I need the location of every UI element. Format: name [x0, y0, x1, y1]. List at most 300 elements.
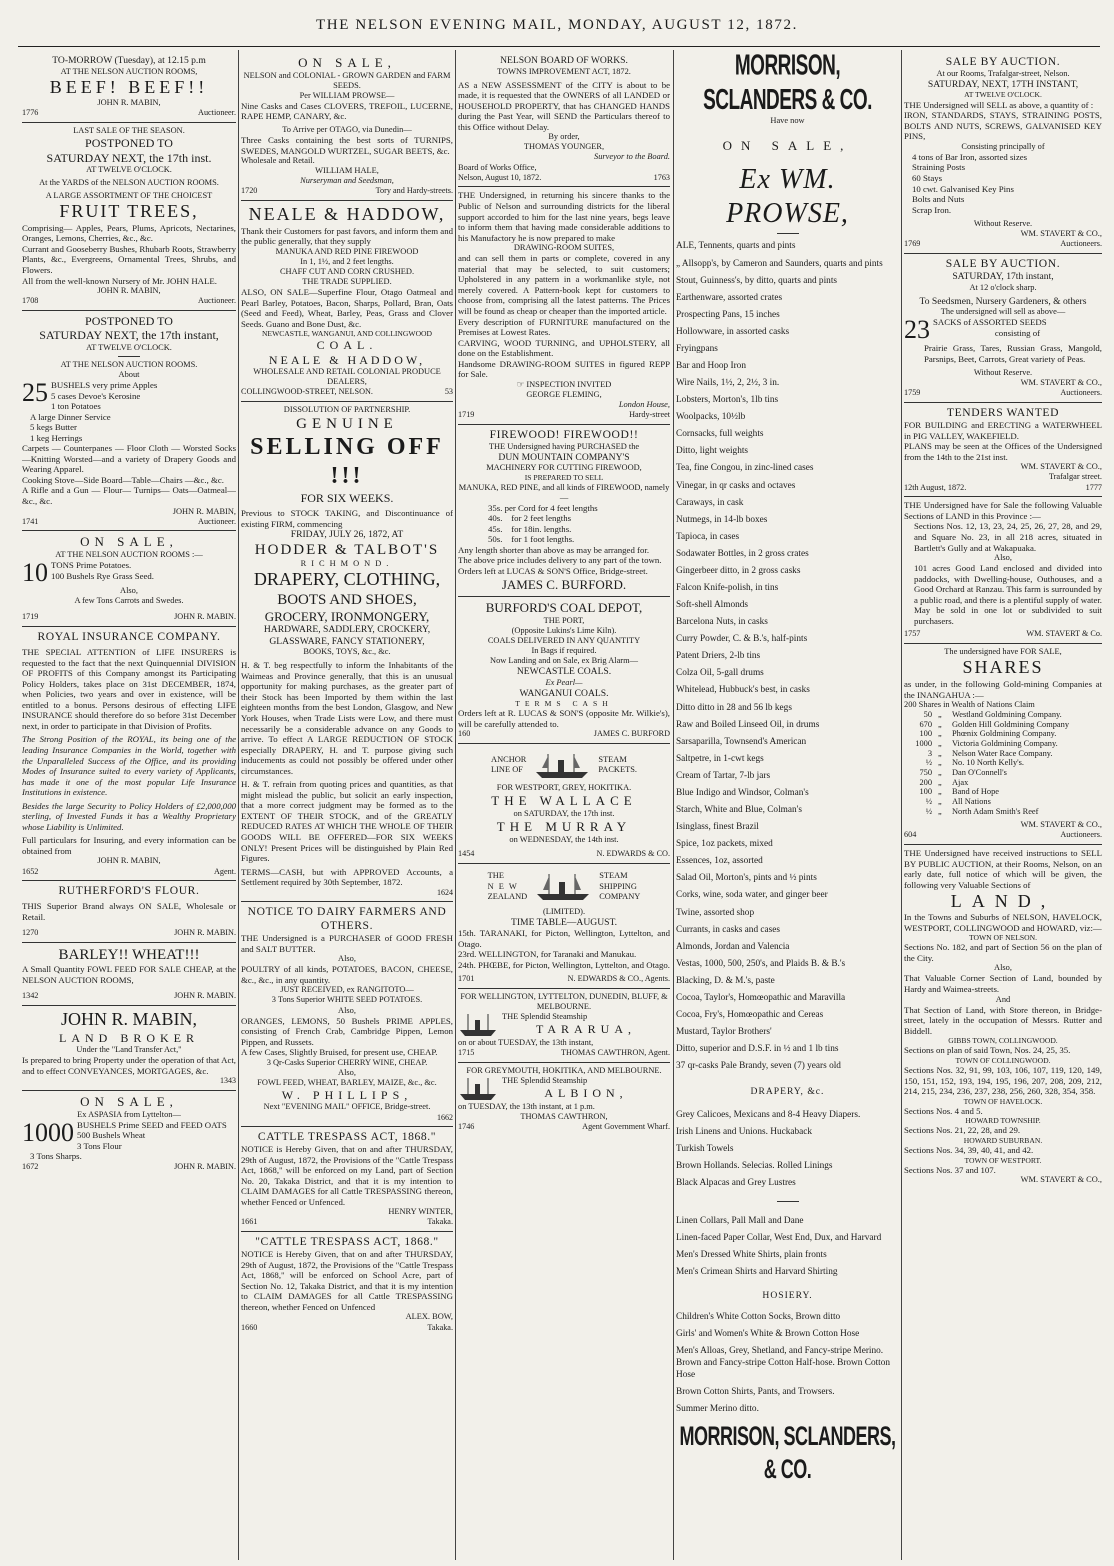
list-item: Almonds, Jordan and Valencia [676, 941, 790, 952]
ad-line: Auctioneers. [1060, 388, 1102, 398]
ad-headline: THE WALLACE [491, 793, 637, 809]
ad-text: IRON, STANDARDS, STAYS, STRAINING POSTS, BOLTS AND NUTS, SCREWS, GALVANISED KEY PINS, [904, 110, 1102, 142]
drapery-list [676, 1212, 899, 1280]
ad-neale-haddow [241, 201, 453, 402]
list-item: Cocoa, Fry's, Homœopathic and Cereas [676, 1009, 824, 1020]
share-count: 1000 [915, 739, 932, 749]
ad-bignum: 25 [22, 378, 48, 407]
advertiser: WILLIAM HALE, [315, 166, 379, 176]
list-item: Starch, White and Blue, Colman's [676, 805, 802, 816]
ad-line: At 12 o'clock sharp. [969, 282, 1037, 292]
ad-number: 1708 [22, 296, 39, 306]
ad-line: 3 Tons Superior WHITE SEED POTATOES. [271, 995, 423, 1005]
section-title: TOWN OF HAVELOCK. [963, 1096, 1043, 1106]
advertiser: GEORGE FLEMING, [526, 389, 602, 399]
ad-line: AT TWELVE O'CLOCK. [86, 342, 172, 352]
ad-line: At our Rooms, Trafalgar-street, Nelson. [936, 68, 1070, 78]
ad-line: DISSOLUTION OF PARTNERSHIP. [283, 405, 411, 415]
ad-number: 1342 [22, 991, 39, 1001]
ad-text: Comprising— Apples, Pears, Plums, Apricots, Nectarines, Oranges, Lemons, Cherries, &c., &c. [22, 222, 236, 244]
ad-text: Orders left at LUCAS & SON'S Office, Bridge-street. [458, 566, 648, 577]
list-item: Girls' and Women's White & Brown Cotton Hose [676, 1329, 860, 1340]
share-count: 50 [923, 710, 932, 720]
list-item: Barcelona Nuts, in casks [676, 617, 768, 628]
share-company: Ajax [952, 777, 969, 787]
list-item: Wire Nails, 1½, 2, 2½, 3 in. [676, 378, 780, 389]
share-row [904, 729, 1102, 739]
ad-bignum: 1000 [22, 1117, 74, 1147]
ad-line: HARDWARE, SADDLERY, CROCKERY, [263, 624, 431, 636]
list-item: Salad Oil, Morton's, pints and ½ pints [676, 873, 817, 884]
ad-potatoes [22, 531, 236, 627]
price: 45s. [488, 523, 503, 534]
advertiser: N. EDWARDS & CO., Agents. [567, 974, 670, 984]
advertiser: JOHN R. MABIN, [97, 856, 161, 866]
ad-text: Besides the large Security to Policy Holders of £2,000,000 sterling, of Invested Funds it has a Wealthy Proprietary whose Liability is Unlimited. [22, 800, 236, 832]
ad-fruit-trees [22, 123, 236, 311]
steamship-icon [532, 750, 592, 780]
price-line: 35s. per Cord for 4 feet lengths [488, 502, 598, 513]
share-count: ½ [925, 758, 932, 768]
ditto-mark: „ [938, 797, 942, 807]
ad-line: (Opposite Lukins's Lime Kiln). [511, 625, 617, 635]
ad-headline: ON SALE, [722, 137, 853, 153]
advertiser: N. EDWARDS & CO. [596, 848, 670, 858]
ad-line: FOR SIX WEEKS. [300, 490, 394, 505]
share-row [904, 768, 1102, 778]
share-company: Nelson Water Race Company. [952, 748, 1053, 758]
ad-line: Per WILLIAM PROWSE— [299, 90, 395, 100]
ad-headline: SELLING OFF !!! [250, 434, 444, 490]
ad-line: AT THE NELSON AUCTION ROOMS. [60, 359, 198, 369]
ad-line: Under the "Land Transfer Act," [76, 1045, 182, 1055]
section-title: DRAPERY, &c. [750, 1086, 825, 1098]
list-item: Bar and Hoop Iron [676, 361, 746, 371]
list-item: Twine, assorted shop [676, 907, 755, 918]
ad-line: Auctioneers. [1060, 239, 1102, 249]
ad-hodder-talbot [241, 402, 453, 902]
ad-headline: HODDER & TALBOT'S [254, 541, 440, 558]
ditto-mark: „ [938, 758, 942, 768]
price-line [458, 524, 670, 535]
price: 50s. [488, 534, 503, 545]
ad-trespass-bow [241, 1232, 453, 1336]
ad-line: 3 Tons Sharps. [30, 1151, 82, 1162]
price-line [458, 513, 670, 524]
ad-line: To Arrive per OTAGO, via Dunedin— [282, 124, 412, 134]
ship-header [458, 870, 670, 904]
ad-line: London House, [618, 400, 670, 409]
ad-text: AS a NEW ASSESSMENT of the CITY is about to be made, it is requested that the OWNERS of all LANDED or HOUSEHOLD PROPERTY, that has CHANGED HANDS during the Past Year, will SEND the Particulars thereof to this Office without Delay. [458, 79, 670, 132]
ad-line: Also, [338, 1067, 356, 1077]
column-rule [673, 50, 674, 1560]
share-company: Golden Hill Goldmining Company [952, 719, 1070, 729]
ad-line: DRAWING-ROOM SUITES, [513, 243, 615, 253]
ad-line: Nelson, August 10, 1872. [458, 172, 542, 182]
list-item: Gingerbeer ditto, in 2 gross casks [676, 565, 801, 576]
column-rule [238, 50, 239, 1560]
ad-line: TO-MORROW (Tuesday), at 12.15 p.m [52, 55, 206, 66]
ad-number: 1652 [22, 866, 39, 876]
share-row [904, 778, 1102, 788]
ad-number: 1720 [241, 186, 258, 196]
ad-line: 100 Bushels Rye Grass Seed. [51, 570, 155, 581]
share-row [904, 739, 1102, 749]
ad-number: 1715 [458, 1048, 475, 1058]
list-item: Nutmegs, in 14-lb boxes [676, 514, 768, 525]
ad-line: 5 cases Devoe's Kerosine [51, 390, 141, 401]
list-item: Vestas, 1000, 500, 250's, and Plaids B. & B.'s [676, 958, 846, 969]
ad-text: Carpets — Counterpanes — Floor Cloth — Worsted Socks—Knitting Worsted—and a variety of Drapery Goods and Wearing Apparel. [22, 443, 236, 475]
ad-headline: NELSON BOARD OF WORKS. [500, 55, 628, 66]
ad-text: Three Casks containing the best sorts of TURNIPS, SWEDES, MANGOLD WURTZEL, SUGAR BEETS, &c. [241, 135, 453, 156]
ad-headline: ROYAL INSURANCE COMPANY. [37, 630, 221, 644]
ad-line: POSTPONED TO [85, 136, 173, 151]
drapery-list [676, 1106, 899, 1191]
price: 40s. [488, 513, 503, 524]
share-count: 200 [919, 777, 932, 787]
ad-headline: RUTHERFORD'S FLOUR. [58, 884, 200, 898]
ad-line: COAL. [316, 338, 378, 353]
ad-line: Consisting principally of [961, 141, 1045, 151]
ad-phillips [241, 902, 453, 1127]
ad-text: Handsome DRAWING-ROOM SUITES in figured REPP for Sale. [458, 358, 670, 380]
ad-line: Have now [770, 115, 805, 125]
ad-line: Nurseryman and Seedsman, [300, 176, 394, 186]
ad-line: MANUKA, RED PINE, and all kinds of FIREWOOD, namely— [458, 482, 670, 502]
ad-line: Without Reserve. [973, 368, 1033, 378]
ad-firewood [458, 425, 670, 597]
share-row [904, 720, 1102, 730]
ad-line: NEWCASTLE, WANGANUI, AND COLLINGWOOD [261, 329, 433, 339]
ad-line: GROCERY, IRONMONGERY, [264, 608, 430, 624]
ad-headline: LAND, [950, 890, 1056, 911]
ad-text: THE Undersigned have received instructions to SELL BY PUBLIC AUCTION, at their Rooms, Nelson, on an early date, full notice of which will be given, the following very Valuable Sections of [904, 848, 1102, 890]
list-item: Cornsacks, full weights [676, 429, 764, 440]
ad-line: 200 Shares in Wealth of Nations Claim [904, 700, 1035, 710]
ad-text: 24th. PHŒBE, for Picton, Wellington, Lyttelton, and Otago. [458, 959, 670, 970]
advertiser: JOHN R. MABIN, [97, 98, 161, 108]
list-item: Grey Calicoes, Mexicans and 8-4 Heavy Diapers. [676, 1109, 861, 1120]
list-item: Tapioca, in cases [676, 531, 740, 542]
ad-line: A LARGE ASSORTMENT OF THE CHOICEST [45, 191, 213, 201]
ad-albion [458, 1063, 670, 1136]
ad-line: Ex Pearl— [545, 677, 583, 687]
ad-headline: GENUINE [296, 416, 398, 433]
column-rule [455, 50, 456, 1560]
ad-line: Trafalgar street. [1048, 472, 1102, 482]
list-item: Brown Hollands. Selecias. Rolled Linings [676, 1161, 833, 1172]
ad-text: THE Undersigned is a PURCHASER of GOOD FRESH and SALT BUTTER. [241, 933, 453, 954]
list-item: Whitelead, Hubbuck's best, in casks [676, 685, 810, 696]
ad-land-auction [904, 845, 1102, 1189]
ad-text: 101 acres Good Land enclosed and divided into paddocks, with Dwelling-house, Outhouses, and a Good Orchard at Ranzau. This farm is surrounded by a public road, and there is a plentiful supply of water. May be sold in one lot or subdivided to suit purchasers. [914, 563, 1102, 626]
price-desc: for 18in. lengths. [511, 523, 572, 534]
ad-line: Takaka. [427, 1322, 453, 1332]
ad-headline: THE MURRAY [496, 819, 632, 835]
ditto-mark: „ [938, 710, 942, 720]
ad-line: Also, [994, 553, 1012, 563]
ad-text: CARVING, WOOD TURNING, and UPHOLSTERY, all done on the Establishment. [458, 337, 670, 359]
ad-text: Previous to STOCK TAKING, and Discontinuance of existing FIRM, commencing [241, 508, 453, 529]
section-title: TOWN OF NELSON. [969, 933, 1037, 943]
share-row [904, 749, 1102, 759]
share-count: 750 [919, 768, 932, 778]
ad-line: Auctioneer. [198, 516, 236, 526]
ad-line: Auctioneer. [198, 296, 236, 306]
ad-text: All from the well-known Nursery of Mr. JOHN HALE. [22, 275, 217, 286]
ad-text: as under, in the following Gold-mining Companies at the INANGAHUA :— [904, 679, 1102, 700]
ditto-mark: „ [938, 739, 942, 749]
ad-number: 1776 [22, 108, 39, 118]
share-company: Victoria Goldmining Company. [952, 739, 1058, 749]
ad-headline: FIREWOOD! FIREWOOD!! [489, 427, 639, 441]
list-item: Spice, 1oz packets, mixed [676, 839, 773, 850]
ad-line: Board of Works Office, [458, 162, 537, 172]
advertiser: THOMAS CAWTHRON, [520, 1112, 608, 1122]
ad-line: 60 Stays [912, 172, 943, 183]
ad-line: THE TRADE SUPPLIED. [302, 277, 392, 287]
ad-line: PACKETS. [598, 765, 637, 775]
ad-line: Also, [120, 586, 138, 596]
ditto-mark: „ [938, 729, 942, 739]
ad-line: THE [487, 871, 504, 881]
ad-line: THE Splendid Steamship [502, 1012, 588, 1022]
ad-line: ANCHOR [491, 755, 527, 765]
advertiser: THOMAS CAWTHRON, Agent. [561, 1048, 670, 1058]
brand-header: MORRISON, SCLANDERS & CO. [703, 52, 872, 117]
ad-iron-sale [904, 52, 1102, 254]
list-item: Ditto, superior and D.S.F. in ½ and 1 lb tins [676, 1044, 839, 1055]
ad-number: 1769 [904, 239, 921, 249]
ad-headline: ON SALE, [80, 534, 178, 550]
ad-line: WANGANUI COALS. [519, 687, 609, 699]
list-item: Vinegar, in qr casks and octaves [676, 480, 796, 491]
ad-number: 1719 [22, 612, 39, 622]
ad-line: Next "EVENING MAIL" OFFICE, Bridge-street. [263, 1102, 431, 1112]
ad-text: Prairie Grass, Tares, Russian Grass, Mangold, Parsnips, Beet, Carrots, Great variety of Peas. [924, 343, 1102, 364]
share-count: 3 [927, 748, 932, 758]
ad-flour [22, 881, 236, 943]
list-item: ALE, Tennents, quarts and pints [676, 241, 796, 252]
ad-headline: FRUIT TREES, [59, 201, 199, 222]
ad-shares [904, 644, 1102, 845]
ad-text: Any length shorter than above as may be arranged for. [458, 544, 650, 555]
ad-text: Sections No. 182, and part of Section 56 on the plan of the City. [904, 942, 1102, 963]
advertiser: JAMES C. BURFORD. [501, 576, 627, 592]
ad-line: Agent. [213, 866, 236, 876]
share-row [904, 807, 1102, 817]
ad-text: Sections on plan of said Town, Nos. 24, 25, 35. [904, 1045, 1071, 1056]
ad-line: By order, [548, 132, 580, 142]
ad-line: 4 tons of Bar Iron, assorted sizes [912, 151, 1028, 162]
ad-text: The Strong Position of the ROYAL, its being one of the leading Insurance Companies in the World, together with the Unparalleled Success of the Office, and its providing Modes of Insurance suited to every variety of Applicants, has made it one of the most popular Life Insurance Institutions in existence. [22, 734, 236, 798]
inspection-line [458, 380, 670, 390]
ad-line: MANUKA AND RED PINE FIREWOOD [275, 246, 419, 256]
ad-text: NOTICE is Hereby Given, that on and after THURSDAY, 29th of August, 1872, the Provisions of the "Cattle Trespass Act, 1868," will be enforced on my Land, part of Section No. 20, Takaka District, and that it is my intention to CLAIM DAMAGES for all Cattle TRESPASSING thereon, whether Fenced or Unfenced. [241, 1144, 453, 1207]
ad-line: Straining Posts [912, 162, 966, 173]
share-row [904, 787, 1102, 797]
ad-line: on WEDNESDAY, the 14th inst. [509, 834, 619, 844]
list-item: Essences, 1oz, assorted [676, 856, 763, 867]
ad-headline: NEALE & HADDOW, [248, 204, 446, 225]
ad-text: POULTRY of all kinds, POTATOES, BACON, CHEESE, &c., &c., in any quantity. [241, 964, 453, 985]
ditto-mark: „ [938, 777, 942, 787]
ad-line: RICHMOND. [300, 558, 394, 568]
list-item: Saltpetre, in 1-cwt kegs [676, 753, 764, 764]
advertiser: WM. STAVERT & CO., [1020, 229, 1102, 239]
goods-list [676, 237, 899, 1074]
ad-headline: Ex WM. PROWSE, [726, 164, 849, 229]
ad-nz-shipping [458, 864, 670, 990]
ship-name: TARARUA, [535, 1022, 637, 1037]
ad-text: Full particulars for Insuring, and every information can be obtained from [22, 835, 236, 856]
ad-line: FRIDAY, JULY 26, 1872, AT [290, 529, 404, 541]
ad-text: NOTICE is Hereby Given, that on and after THURSDAY, 29th of August, 1872, the Provisions of the "Cattle Trespass Act, 1868," will be enforced on School Acre, part of Section No. 12, Takaka District, and that it is my intention to CLAIM DAMAGES for all Cattle TRESPASSING thereon, whether Fenced on Unfenced [241, 1249, 453, 1312]
share-company: All Nations [952, 797, 991, 807]
ad-board-of-works [458, 52, 670, 187]
advertiser: ALEX. BOW, [405, 1312, 453, 1322]
list-item: Prospecting Pans, 15 inches [676, 309, 780, 320]
ad-line: Also, [338, 954, 356, 964]
ad-line: AT TWELVE O'CLOCK. [86, 164, 172, 174]
advertiser: THOMAS YOUNGER, [523, 142, 605, 152]
advertiser: JAMES C. BURFORD [593, 729, 670, 739]
ad-text: The above price includes delivery to any part of the town. [458, 555, 662, 566]
ad-text: Sections Nos. 4 and 5. [904, 1105, 983, 1116]
ad-text: Sections Nos. 12, 13, 23, 24, 25, 26, 27, 28, and 29, and Square No. 23, in all 218 acres, situated in Bartlett's Gully and at Wakapuaka. [914, 521, 1102, 553]
list-item: Woolpacks, 10½lb [676, 412, 746, 423]
ad-line: on SATURDAY, the 17th inst. [513, 808, 615, 818]
ad-headline: ON SALE, [298, 55, 396, 70]
share-row [904, 797, 1102, 807]
pointing-hand-icon: ☞ [516, 379, 525, 389]
ad-headline: BARLEY!! WHEAT!!! [58, 947, 200, 964]
ad-line: 10 cwt. Galvanised Key Pins [912, 183, 1014, 194]
ad-text: THE Undersigned will SELL as above, a quantity of : [904, 99, 1094, 110]
advertiser: WM. STAVERT & CO., [1020, 1175, 1102, 1185]
ad-line: 3 Qr-Casks Superior CHERRY WINE, CHEAP. [266, 1057, 428, 1067]
ship-left [488, 871, 528, 901]
steamship-icon [458, 1012, 498, 1038]
column-1 [22, 52, 236, 1560]
list-item: Soft-shell Almonds [676, 600, 749, 611]
ad-line: COLLINGWOOD-STREET, NELSON. [241, 387, 373, 397]
ad-line: 500 Bushels Wheat [77, 1130, 146, 1141]
list-item: Colza Oil, 5-gall drums [676, 668, 764, 679]
ad-text: ALSO, ON SALE—Superfine Flour, Otago Oatmeal and Pearl Barley, Potatoes, Bacon, Sharps, Pollard, Bran, Oats (Seed and Feed), Wheat, Barley, Peas, Grass and Clover Seeds. Guano and Bone Dust, &c. [241, 287, 453, 329]
ad-bignum: 23 [904, 315, 930, 345]
list-item: Brown Cotton Shirts, Pants, and Trowsers. [676, 1387, 835, 1398]
list-item: Raw and Boiled Linseed Oil, in drums [676, 719, 820, 730]
ad-number: 1777 [1085, 482, 1102, 492]
ad-number: 1759 [904, 388, 921, 398]
ad-text: H. & T. beg respectfully to inform the Inhabitants of the Waimeas and Province generally, that this is an unusual opportunity for making purchases, as the greater part of their Stock has been Imported by them within the last eighteen months from the best London, Glasgow, and New York Houses, when Trade Lists were Low, and there must necessarily be a considerable advance on any Goods to arrive. To effect A LARGE REDUCTION OF STOCK especially DRAPERY, H. and T. purpose giving such inducements as could not possibly be offered under other circumstances. [241, 660, 453, 776]
list-item: Men's Alloas, Grey, Shetland, and Fancy-stripe Merino. Brown and Fancy-stripe Cotton Half-hose. Brown Cotton Hose [676, 1346, 891, 1381]
ad-headline: NOTICE TO DAIRY FARMERS AND OTHERS. [247, 905, 447, 933]
list-item: Hollowware, in assorted casks [676, 326, 790, 337]
section-title: HOSIERY. [762, 1290, 813, 1302]
shares-table [904, 710, 1102, 816]
list-item: Sarsaparilla, Townsend's American [676, 736, 807, 747]
list-item: Isinglass, finest Brazil [676, 822, 759, 833]
ad-line: Wholesale and Retail. [241, 156, 315, 166]
section-title: HOWARD TOWNSHIP. [965, 1116, 1041, 1126]
ad-number: 160 [458, 729, 471, 739]
share-company: Band of Hope [952, 787, 999, 797]
list-item: Ditto ditto in 28 and 56 lb kegs [676, 702, 792, 713]
share-count: ½ [925, 806, 932, 816]
share-company: Westland Goldmining Company. [952, 710, 1062, 720]
divider [118, 356, 140, 357]
advertiser: JOHN R. MABIN. [174, 928, 236, 938]
ad-headline: SALE BY AUCTION. [945, 257, 1061, 271]
list-item: Linen-faced Paper Collar, West End, Dux, and Harvard [676, 1233, 882, 1244]
ad-number: 1343 [220, 1076, 236, 1086]
advertiser: JOHN R. MABIN, [97, 286, 161, 296]
ad-line: ZEALAND [487, 891, 528, 901]
column-5 [904, 52, 1102, 1560]
ad-headline: TIME TABLE—AUGUST. [511, 916, 617, 928]
ad-line: AT TWELVE O'CLOCK. [964, 90, 1042, 100]
ad-text: 23rd. WELLINGTON, for Taranaki and Manukau. [458, 949, 637, 960]
ad-headline: JOHN R. MABIN, [60, 1009, 197, 1030]
ship-right [598, 755, 637, 775]
ad-line: Takaka. [427, 1217, 453, 1227]
list-item: Curry Powder, C. & B.'s, half-pints [676, 634, 808, 645]
ad-line: NEW [487, 881, 522, 891]
ad-number: 1719 [458, 410, 475, 420]
ad-number: 1757 [904, 629, 921, 639]
ad-barley [22, 943, 236, 1006]
ad-number: 604 [904, 830, 917, 840]
ad-seeds-auction [904, 254, 1102, 403]
list-item: Mustard, Taylor Brothers' [676, 1027, 772, 1038]
ad-line: FOWL FEED, WHEAT, BARLEY, MAIZE, &c., &c. [257, 1077, 437, 1087]
share-row [904, 710, 1102, 720]
ad-line: INSPECTION INVITED [526, 379, 612, 389]
ad-line: Auctioneer. [198, 108, 236, 118]
ad-line: GLASSWARE, FANCY STATIONERY, [269, 635, 425, 647]
ad-line: 3 Tons Flour [77, 1140, 122, 1151]
list-item: Tea, fine Congou, in zinc-lined cases [676, 463, 814, 474]
ad-line: Without Reserve. [973, 219, 1033, 229]
ship-right [599, 871, 640, 901]
share-count: 100 [919, 787, 932, 797]
ad-headline: LAND BROKER [58, 1030, 199, 1045]
ad-tararua [458, 989, 670, 1063]
ad-text: That Section of Land, with Store thereon, in Bridge-street, lately in the occupation of Messrs. Rutter and Biddell. [904, 1004, 1102, 1036]
masthead-rule [18, 46, 1100, 47]
ad-line: LAST SALE OF THE SEASON. [73, 126, 185, 136]
share-company: North Adam Smith's Reef [952, 806, 1039, 816]
ad-text: A Small Quantity FOWL FEED FOR SALE CHEAP, at the NELSON AUCTION ROOMS, [22, 964, 236, 985]
ad-number: 1701 [458, 974, 475, 984]
ad-trespass-winter [241, 1127, 453, 1232]
ad-headline: FOR GREYMOUTH, HOKITIKA, AND MELBOURNE. [466, 1066, 662, 1076]
ad-line: A few Tons Carrots and Swedes. [74, 596, 184, 606]
ad-text: Thank their Customers for past favors, and inform them and the public generally, that they supply [241, 225, 453, 247]
list-item: Blue Indigo and Windsor, Colman's [676, 787, 809, 798]
ad-text: Orders left at R. LUCAS & SON'S (opposite Mr. Wilkie's), will be carefully attended to. [458, 708, 670, 729]
ad-text: and can sell them in parts or complete, covered in any material that may be selected, to suit customers; Upholstered in any pattern in a workmanlike style, not merely covered. A Pattern-book kept for customers to choose from, comprising all the latest patterns. The Prices will be found as cheap or cheaper than the imported article. [458, 253, 670, 317]
ad-line: TOWNS IMPROVEMENT ACT, 1872. [497, 66, 631, 76]
ad-text: 15th. TARANAKI, for Picton, Wellington, Lyttelton, and Otago. [458, 928, 670, 949]
ad-headline: DRAPERY, CLOTHING, [253, 568, 441, 589]
ad-line: Ex ASPASIA from Lyttelton— [77, 1109, 181, 1119]
ad-line: AT THE NELSON AUCTION ROOMS :— [55, 550, 203, 560]
ad-line: BUSHELS Prime SEED and FEED OATS [77, 1119, 227, 1130]
